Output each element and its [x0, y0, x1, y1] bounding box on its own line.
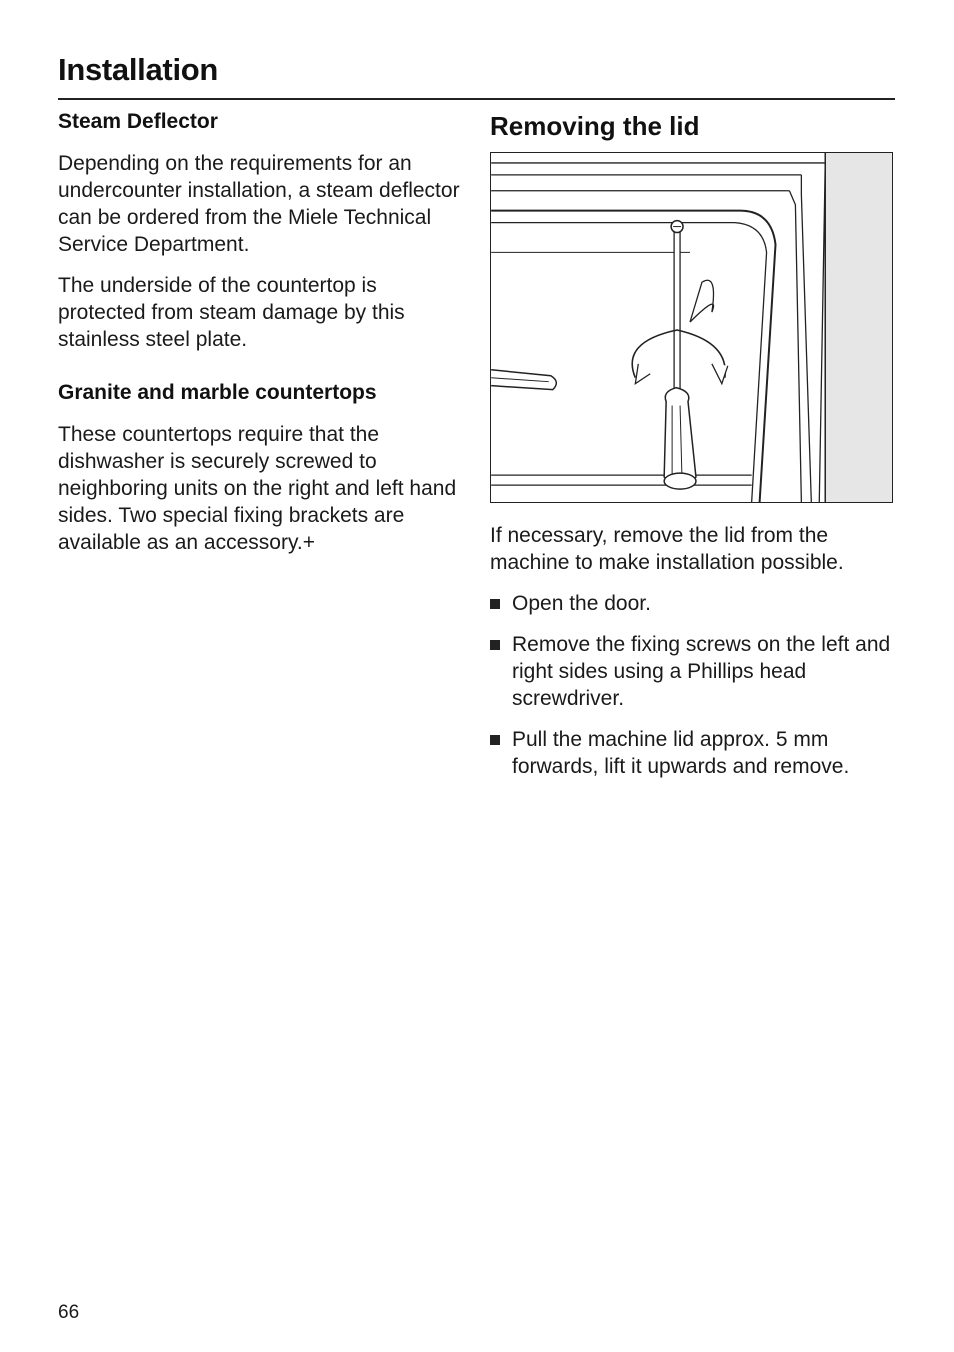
- bullet-square-icon: [490, 640, 500, 650]
- frame-vertical-3: [789, 191, 801, 502]
- title-divider: [58, 98, 895, 100]
- steam-deflector-heading: Steam Deflector: [58, 110, 218, 133]
- page-title: Installation: [58, 52, 219, 87]
- bullet-square-icon: [490, 599, 500, 609]
- step-text: Remove the fixing screws on the left and right sides using a Phillips head screwdriver.: [512, 633, 891, 710]
- removing-lid-intro: If necessary, remove the lid from the machine to make installation possible.: [490, 524, 844, 574]
- removal-steps-list: [490, 590, 895, 780]
- right-column: [490, 108, 895, 794]
- cable-loop: [690, 280, 714, 322]
- page-number: 66: [58, 1302, 80, 1323]
- bullet-square-icon: [490, 735, 500, 745]
- handle-end: [664, 473, 696, 489]
- steam-deflector-paragraph-2: The underside of the countertop is protected from steam damage by this stainless steel plate.: [58, 274, 405, 351]
- side-panel-shading: [825, 153, 892, 502]
- step-text: Pull the machine lid approx. 5 mm forwards, lift it upwards and remove.: [512, 728, 850, 778]
- list-item: [490, 726, 895, 780]
- list-item: [490, 590, 895, 617]
- left-bracket-detail: [491, 378, 549, 382]
- granite-marble-heading: Granite and marble countertops: [58, 381, 377, 404]
- step-text: Open the door.: [512, 592, 651, 615]
- removing-lid-heading: Removing the lid: [490, 111, 700, 141]
- lid-removal-illustration: [490, 152, 893, 503]
- arrow-head-left-icon: [635, 364, 650, 384]
- frame-vertical-2: [819, 163, 825, 502]
- granite-marble-paragraph: These countertops require that the dishwasher is securely screwed to neighboring units on the right and left hand sides. Two special fixing brackets are available as an accessory.+: [58, 423, 457, 554]
- steam-deflector-paragraph-1: Depending on the requirements for an undercounter installation, a steam deflector can be ordered from the Miele Technical Service Department.: [58, 152, 460, 256]
- list-item: [490, 631, 895, 712]
- frame-vertical-1: [801, 175, 811, 502]
- tub-rail-inner: [491, 223, 766, 502]
- screwdriver-handle: [664, 388, 696, 485]
- arrow-head-right-icon: [712, 364, 728, 384]
- left-column: [58, 108, 468, 556]
- screwdriver-shaft: [674, 229, 680, 398]
